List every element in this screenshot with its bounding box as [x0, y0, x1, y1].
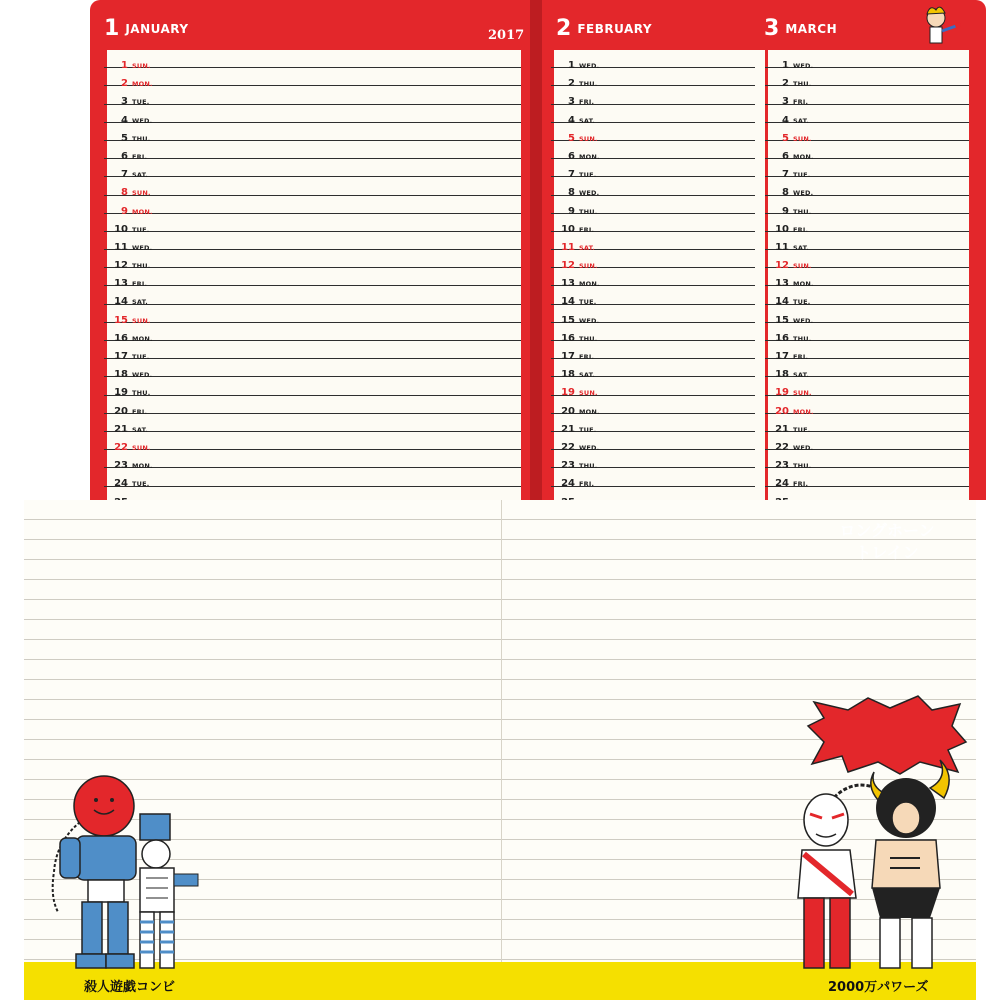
- day-row: [551, 414, 755, 435]
- day-weekday: THU.: [793, 462, 812, 471]
- day-weekday: SAT.: [132, 171, 148, 180]
- day-number: 2: [782, 78, 789, 90]
- day-weekday: WED.: [579, 189, 600, 198]
- day-row: [551, 250, 755, 272]
- day-row: [551, 50, 755, 71]
- day-row: [551, 86, 755, 108]
- day-row: [104, 468, 521, 490]
- day-row: [551, 196, 755, 217]
- day-number: 14: [114, 296, 128, 308]
- day-row: [104, 268, 521, 290]
- day-weekday: SUN.: [793, 134, 812, 143]
- day-row: [765, 214, 969, 235]
- day-weekday: FRI.: [579, 225, 595, 234]
- day-weekday: THU.: [579, 462, 598, 471]
- day-weekday: TUE.: [793, 298, 811, 307]
- day-number: 21: [775, 423, 789, 435]
- day-row: [765, 105, 969, 126]
- day-weekday: WED.: [793, 189, 814, 198]
- month-header-january: 1 JANUARY: [104, 16, 189, 41]
- day-row: [551, 305, 755, 326]
- day-number: 3: [121, 96, 128, 108]
- day-number: 5: [568, 132, 575, 144]
- mascot-character-icon: [916, 4, 966, 48]
- day-row: [765, 177, 969, 199]
- day-weekday: MON.: [793, 152, 814, 161]
- day-row: [104, 105, 521, 126]
- day-row: [765, 396, 969, 417]
- day-number: 20: [114, 405, 128, 417]
- day-number: 22: [561, 441, 575, 453]
- day-weekday: SAT.: [132, 425, 148, 434]
- day-row: [104, 232, 521, 253]
- day-weekday: FRI.: [579, 353, 595, 361]
- day-row: [551, 177, 755, 199]
- day-weekday: SAT.: [132, 298, 148, 307]
- calendar-column-march: [765, 50, 969, 505]
- day-number: 19: [561, 387, 575, 399]
- day-number: 1: [782, 60, 789, 71]
- day-weekday: SAT.: [793, 371, 809, 380]
- day-number: 14: [561, 296, 575, 308]
- day-weekday: SUN.: [579, 134, 598, 143]
- day-number: 10: [561, 223, 575, 235]
- day-number: 15: [775, 314, 789, 326]
- day-number: 6: [782, 150, 789, 162]
- day-number: 6: [121, 150, 128, 162]
- binding-gutter: [530, 0, 542, 500]
- day-row: [765, 468, 969, 490]
- day-row: [104, 250, 521, 272]
- day-row: [104, 414, 521, 435]
- day-weekday: MON.: [579, 407, 600, 416]
- day-weekday: FRI.: [793, 480, 809, 489]
- day-row: [765, 359, 969, 381]
- day-row: [104, 50, 521, 71]
- right-illustration-caption: 2000万パワーズ: [828, 980, 929, 995]
- day-number: 15: [114, 314, 128, 326]
- masked-wrestlers-illustration-icon: [780, 758, 980, 980]
- day-row: [765, 268, 969, 290]
- day-number: 18: [114, 369, 128, 381]
- burst-text-line2: トレイン: [855, 543, 919, 562]
- day-number: 13: [775, 278, 789, 290]
- day-weekday: MON.: [132, 207, 153, 216]
- day-number: 18: [775, 369, 789, 381]
- day-number: 22: [775, 441, 789, 453]
- day-weekday: WED.: [132, 243, 153, 252]
- day-weekday: THU.: [793, 80, 812, 89]
- day-number: 12: [561, 260, 575, 272]
- day-row: [104, 141, 521, 162]
- day-row: [551, 432, 755, 453]
- day-number: 10: [775, 223, 789, 235]
- day-row: [551, 341, 755, 362]
- day-row: [104, 68, 521, 90]
- day-row: [551, 232, 755, 253]
- day-weekday: MON.: [793, 280, 814, 289]
- day-number: 20: [775, 405, 789, 417]
- day-row: [765, 86, 969, 108]
- day-row: [551, 268, 755, 290]
- day-weekday: FRI.: [132, 407, 148, 416]
- day-row: [104, 432, 521, 453]
- day-weekday: MON.: [579, 152, 600, 161]
- day-row: [551, 141, 755, 162]
- day-number: 4: [568, 114, 575, 126]
- day-number: 24: [561, 478, 575, 490]
- day-row: [551, 323, 755, 344]
- day-row: [551, 396, 755, 417]
- day-number: 20: [561, 405, 575, 417]
- day-row: [551, 123, 755, 144]
- day-number: 5: [121, 132, 128, 144]
- day-row: [765, 286, 969, 308]
- day-number: 3: [568, 96, 575, 108]
- day-number: 8: [568, 187, 575, 199]
- day-row: [551, 359, 755, 381]
- day-weekday: WED.: [793, 443, 814, 452]
- day-number: 7: [782, 169, 789, 181]
- day-number: 17: [114, 351, 128, 362]
- day-number: 16: [775, 332, 789, 344]
- burst-text-line1: ロングホーン: [839, 521, 935, 540]
- day-number: 11: [775, 241, 789, 253]
- day-number: 18: [561, 369, 575, 381]
- day-number: 16: [561, 332, 575, 344]
- day-number: 11: [561, 241, 575, 253]
- day-weekday: FRI.: [793, 225, 809, 234]
- day-weekday: SUN.: [793, 262, 812, 271]
- day-weekday: WED.: [132, 116, 153, 125]
- day-weekday: WED.: [793, 62, 814, 70]
- day-weekday: TUE.: [132, 353, 150, 361]
- day-row: [765, 232, 969, 253]
- day-row: [765, 159, 969, 181]
- day-row: [765, 50, 969, 71]
- day-number: 2: [121, 78, 128, 90]
- day-number: 13: [114, 278, 128, 290]
- day-row: [765, 250, 969, 272]
- day-number: 15: [561, 314, 575, 326]
- page-february-march: [551, 50, 969, 500]
- day-weekday: TUE.: [579, 171, 597, 180]
- day-number: 9: [121, 205, 128, 217]
- day-row: [104, 450, 521, 472]
- day-weekday: THU.: [579, 207, 598, 216]
- day-weekday: SAT.: [579, 243, 595, 252]
- day-weekday: THU.: [793, 334, 812, 343]
- day-weekday: SAT.: [579, 116, 595, 125]
- day-number: 1: [568, 60, 575, 71]
- day-row: [765, 414, 969, 435]
- day-row: [765, 450, 969, 472]
- day-weekday: SUN.: [132, 316, 151, 325]
- day-weekday: TUE.: [579, 425, 597, 434]
- day-weekday: SAT.: [579, 371, 595, 380]
- day-row: [551, 214, 755, 235]
- day-number: 6: [568, 150, 575, 162]
- day-weekday: TUE.: [793, 171, 811, 180]
- day-number: 23: [561, 460, 575, 472]
- day-row: [104, 196, 521, 217]
- day-number: 4: [782, 114, 789, 126]
- day-weekday: FRI.: [793, 98, 809, 107]
- day-number: 14: [775, 296, 789, 308]
- notes-spread: [0, 500, 1000, 1000]
- day-weekday: MON.: [579, 280, 600, 289]
- day-weekday: MON.: [132, 334, 153, 343]
- day-row: [765, 305, 969, 326]
- day-weekday: TUE.: [132, 225, 150, 234]
- month-header-february: 2 FEBRUARY: [556, 16, 653, 41]
- day-row: [104, 377, 521, 399]
- robot-wrestlers-illustration-icon: [36, 772, 206, 982]
- day-row: [551, 159, 755, 181]
- day-weekday: WED.: [132, 371, 153, 380]
- day-number: 19: [775, 387, 789, 399]
- left-illustration-caption: 殺人遊戯コンビ: [84, 980, 176, 995]
- day-row: [765, 68, 969, 90]
- day-weekday: FRI.: [579, 480, 595, 489]
- day-weekday: THU.: [132, 389, 151, 398]
- day-row: [551, 105, 755, 126]
- day-weekday: THU.: [579, 334, 598, 343]
- day-number: 23: [114, 460, 128, 472]
- day-number: 8: [782, 187, 789, 199]
- day-number: 11: [114, 241, 128, 253]
- day-number: 9: [782, 205, 789, 217]
- day-number: 23: [775, 460, 789, 472]
- day-number: 3: [782, 96, 789, 108]
- day-row: [104, 123, 521, 144]
- day-number: 4: [121, 114, 128, 126]
- day-number: 21: [114, 423, 128, 435]
- page-january: [104, 50, 521, 500]
- day-number: 12: [775, 260, 789, 272]
- day-weekday: MON.: [132, 462, 153, 471]
- day-row: [551, 450, 755, 472]
- day-number: 8: [121, 187, 128, 199]
- day-number: 9: [568, 205, 575, 217]
- day-weekday: FRI.: [579, 98, 595, 107]
- day-row: [104, 396, 521, 417]
- day-number: 7: [568, 169, 575, 181]
- day-row: [104, 159, 521, 181]
- month-header-march: 3 MARCH: [764, 16, 838, 41]
- day-weekday: WED.: [579, 316, 600, 325]
- day-row: [765, 341, 969, 362]
- day-weekday: TUE.: [132, 480, 150, 489]
- day-number: 1: [121, 60, 128, 71]
- day-row: [765, 196, 969, 217]
- day-row: [104, 214, 521, 235]
- day-number: 13: [561, 278, 575, 290]
- day-weekday: THU.: [132, 134, 151, 143]
- day-weekday: SUN.: [579, 262, 598, 271]
- day-weekday: MON.: [132, 80, 153, 89]
- day-weekday: TUE.: [793, 425, 811, 434]
- day-weekday: SUN.: [132, 443, 151, 452]
- day-number: 19: [114, 387, 128, 399]
- day-weekday: FRI.: [132, 280, 148, 289]
- day-row: [551, 68, 755, 90]
- day-weekday: WED.: [793, 316, 814, 325]
- day-number: 17: [561, 351, 575, 362]
- day-number: 7: [121, 169, 128, 181]
- day-weekday: SAT.: [793, 243, 809, 252]
- day-number: 5: [782, 132, 789, 144]
- day-number: 16: [114, 332, 128, 344]
- day-weekday: SUN.: [132, 189, 151, 198]
- day-row: [551, 286, 755, 308]
- day-row: [551, 468, 755, 490]
- calendar-column-february: [551, 50, 755, 505]
- day-number: 17: [775, 351, 789, 362]
- day-row: [104, 359, 521, 381]
- day-weekday: TUE.: [132, 98, 150, 107]
- day-weekday: SUN.: [793, 389, 812, 398]
- day-weekday: THU.: [132, 262, 151, 271]
- day-number: 22: [114, 441, 128, 453]
- day-number: 12: [114, 260, 128, 272]
- day-row: [104, 86, 521, 108]
- day-weekday: THU.: [793, 207, 812, 216]
- day-weekday: FRI.: [793, 353, 809, 361]
- day-weekday: SAT.: [793, 116, 809, 125]
- day-row: [104, 323, 521, 344]
- day-weekday: MON.: [793, 407, 814, 416]
- calendar-column-january: [104, 50, 521, 505]
- year-label: 2017: [488, 28, 525, 43]
- day-weekday: TUE.: [579, 298, 597, 307]
- day-number: 10: [114, 223, 128, 235]
- day-number: 24: [775, 478, 789, 490]
- day-number: 24: [114, 478, 128, 490]
- day-row: [765, 123, 969, 144]
- day-row: [765, 432, 969, 453]
- day-weekday: SUN.: [579, 389, 598, 398]
- day-number: 21: [561, 423, 575, 435]
- day-weekday: WED.: [579, 443, 600, 452]
- day-weekday: THU.: [579, 80, 598, 89]
- day-row: [104, 341, 521, 362]
- day-row: [765, 141, 969, 162]
- day-row: [765, 323, 969, 344]
- day-row: [104, 286, 521, 308]
- day-weekday: WED.: [579, 62, 600, 70]
- day-row: [551, 377, 755, 399]
- day-weekday: SUN.: [132, 62, 151, 70]
- day-row: [765, 377, 969, 399]
- day-weekday: FRI.: [132, 152, 148, 161]
- day-row: [104, 305, 521, 326]
- day-row: [104, 177, 521, 199]
- day-number: 2: [568, 78, 575, 90]
